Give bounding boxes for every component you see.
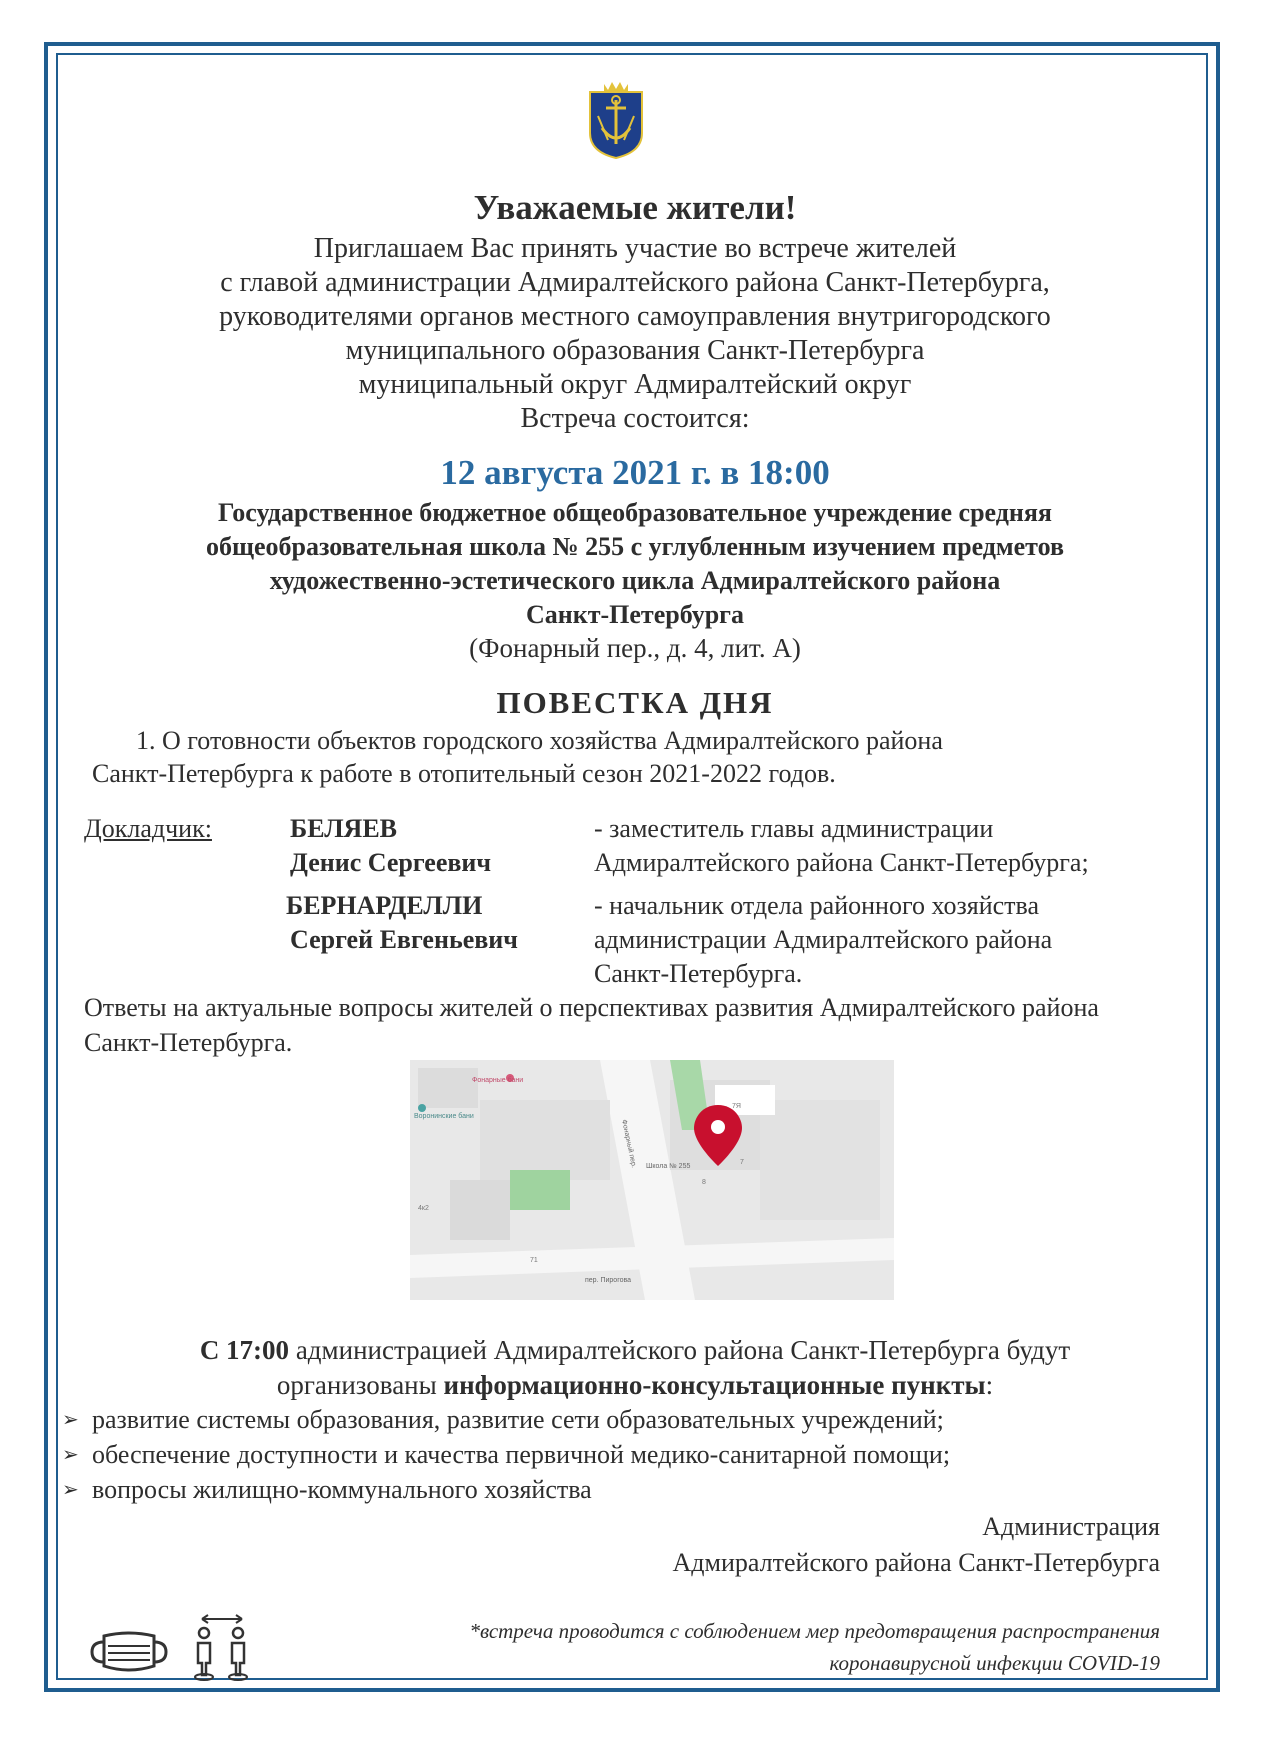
agenda-item-line: 1. О готовности объектов городского хозяйства Адмиралтейского района bbox=[136, 726, 943, 755]
speaker-role-line: администрации Адмиралтейского района bbox=[594, 925, 1053, 954]
speaker-role-line: - заместитель главы администрации bbox=[594, 814, 994, 843]
intro-line: Приглашаем Вас принять участие во встрече жителей bbox=[313, 233, 957, 264]
intro-line: Встреча состоится: bbox=[520, 403, 750, 434]
signature-line: Администрация bbox=[982, 1512, 1160, 1541]
list-item: развитие системы образования, развитие сети образовательных учреждений; bbox=[92, 1404, 944, 1434]
district-crest-icon bbox=[586, 78, 646, 160]
face-mask-icon bbox=[88, 1628, 170, 1676]
agenda-item-line: Санкт-Петербурга к работе в отопительный сезон 2021-2022 годов. bbox=[92, 759, 836, 788]
speakers-label: Докладчик: bbox=[84, 814, 212, 843]
map-label: 8 bbox=[702, 1179, 706, 1186]
map-label: Фонарные бани bbox=[472, 1077, 524, 1084]
bullet-list bbox=[62, 1402, 950, 1507]
info-colon: : bbox=[985, 1370, 994, 1400]
speaker-name: Денис Сергеевич bbox=[290, 848, 492, 877]
covid-note bbox=[469, 1615, 1160, 1679]
bullet-arrow-icon: ➢ bbox=[62, 1409, 79, 1431]
map-label: 7 bbox=[740, 1159, 744, 1166]
venue-name bbox=[60, 496, 1210, 632]
signature-line: Адмиралтейского района Санкт-Петербурга bbox=[672, 1548, 1160, 1577]
map-label: Фонарный пер. bbox=[620, 1118, 638, 1169]
venue-line: общеобразовательная школа № 255 с углубленным изучением предметов bbox=[206, 532, 1064, 561]
list-item: вопросы жилищно-коммунального хозяйства bbox=[92, 1474, 592, 1504]
map-label: Школа № 255 bbox=[646, 1163, 691, 1170]
info-points-text bbox=[60, 1333, 1210, 1403]
agenda-heading: ПОВЕСТКА ДНЯ bbox=[496, 685, 774, 720]
list-item: обеспечение доступности и качества первичной медико-санитарной помощи; bbox=[92, 1439, 951, 1469]
info-text: организованы bbox=[276, 1370, 444, 1400]
intro-line: руководителями органов местного самоуправления внутригородского bbox=[219, 301, 1051, 332]
note-line: *встреча проводится с соблюдением мер предотвращения распространения bbox=[469, 1619, 1160, 1643]
answers-text: Ответы на актуальные вопросы жителей о перспективах развития Адмиралтейского района Санкт-Петербурга. bbox=[84, 993, 1099, 1057]
map-label: 7Я bbox=[732, 1103, 741, 1110]
speaker-surname: БЕЛЯЕВ bbox=[290, 814, 398, 843]
map-label: 4к2 bbox=[418, 1205, 429, 1212]
bullet-arrow-icon: ➢ bbox=[62, 1479, 79, 1501]
speaker-role-line: Санкт-Петербурга. bbox=[594, 959, 803, 988]
info-points-bold: информационно-консультационные пункты bbox=[443, 1370, 986, 1400]
intro-line: муниципального образования Санкт-Петербурга bbox=[345, 335, 925, 366]
venue-address: (Фонарный пер., д. 4, лит. А) bbox=[469, 633, 801, 663]
speaker-surname: БЕРНАРДЕЛЛИ bbox=[286, 891, 483, 920]
map-label: пер. Пирогова bbox=[585, 1277, 632, 1284]
speaker-role-line: - начальник отдела районного хозяйства bbox=[594, 891, 1039, 920]
speaker-name: Сергей Евгеньевич bbox=[290, 925, 518, 954]
social-distance-icon bbox=[190, 1613, 254, 1683]
map-label: Воронинские бани bbox=[414, 1113, 474, 1120]
bullet-arrow-icon: ➢ bbox=[62, 1444, 79, 1466]
intro-line: с главой администрации Адмиралтейского района Санкт-Петербурга, bbox=[220, 267, 1050, 298]
signature bbox=[673, 1509, 1160, 1581]
map-label: 71 bbox=[530, 1257, 538, 1264]
page-title: Уважаемые жители! bbox=[473, 188, 797, 227]
venue-line: Государственное бюджетное общеобразовательное учреждение средняя bbox=[217, 498, 1052, 527]
meeting-date: 12 августа 2021 г. в 18:00 bbox=[440, 453, 830, 492]
location-map bbox=[410, 1060, 894, 1300]
note-line: коронавирусной инфекции COVID-19 bbox=[829, 1651, 1160, 1675]
speaker-role-line: Адмиралтейского района Санкт-Петербурга; bbox=[594, 848, 1089, 877]
intro-line: муниципальный округ Адмиралтейский округ bbox=[358, 369, 912, 400]
intro-text bbox=[60, 232, 1210, 436]
venue-line: Санкт-Петербурга bbox=[526, 600, 744, 629]
info-time: С 17:00 bbox=[199, 1335, 290, 1365]
info-text: администрацией Адмиралтейского района Санкт-Петербурга будут bbox=[289, 1335, 1071, 1365]
venue-line: художественно-эстетического цикла Адмиралтейского района bbox=[269, 566, 1001, 595]
